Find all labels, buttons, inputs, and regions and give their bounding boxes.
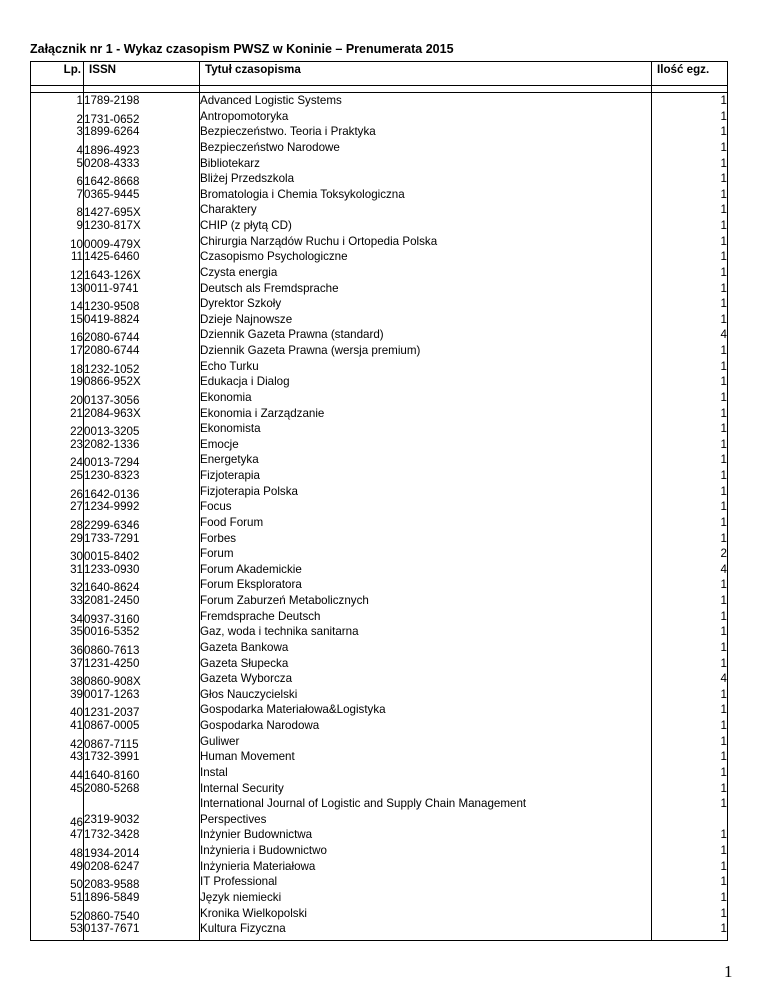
row-issn: 0860-7613 [84, 643, 140, 657]
row-issn: 1896-4923 [84, 143, 140, 157]
row-number: 7 [76, 187, 83, 201]
row-number: 22 [70, 425, 83, 439]
row-number: 34 [70, 612, 83, 626]
row-quantity: 1 [720, 297, 727, 311]
row-issn: 1732-3428 [84, 828, 140, 842]
row-number: 36 [70, 643, 83, 657]
row-quantity: 1 [720, 734, 727, 748]
row-title: Ekonomia [200, 390, 252, 404]
row-issn: 0866-952X [84, 375, 141, 389]
row-title: Bezpieczeństwo. Teoria i Praktyka [200, 125, 376, 139]
row-quantity: 1 [720, 875, 727, 889]
row-number: 21 [70, 406, 83, 420]
row-title: Kultura Fizyczna [200, 922, 286, 936]
row-number: 18 [70, 362, 83, 376]
row-issn: 2080-6744 [84, 344, 140, 357]
row-title: Bromatologia i Chemia Toksykologiczna [200, 187, 405, 201]
row-title: Czysta energia [200, 265, 278, 279]
row-number: 15 [70, 312, 83, 326]
row-title: Fizjoterapia [200, 469, 260, 482]
row-issn: 1733-7291 [84, 531, 140, 545]
row-quantity: 1 [720, 500, 727, 514]
row-issn: 0860-7540 [84, 909, 140, 923]
row-title-continued: Perspectives [200, 812, 267, 826]
document-title: Załącznik nr 1 - Wykaz czasopism PWSZ w Koninie – Prenumerata 2015 [30, 42, 454, 56]
row-quantity: 4 [720, 562, 727, 576]
row-issn: 1640-8160 [84, 768, 140, 782]
row-issn: 2299-6346 [84, 518, 140, 532]
row-title: Echo Turku [200, 359, 259, 373]
row-number: 29 [70, 531, 83, 545]
row-issn: 1232-1052 [84, 362, 140, 376]
row-quantity: 1 [720, 422, 727, 436]
row-number: 51 [70, 890, 83, 904]
row-issn: 1896-5849 [84, 890, 140, 904]
row-quantity: 1 [720, 109, 727, 123]
row-quantity: 1 [720, 219, 727, 232]
row-title: Advanced Logistic Systems [200, 94, 342, 107]
row-title: Internal Security [200, 781, 284, 795]
row-title: Guliwer [200, 734, 240, 748]
header-quantity: Ilość egz. [652, 62, 728, 86]
row-number: 48 [70, 847, 83, 860]
row-quantity: 1 [720, 656, 727, 670]
row-title: Gazeta Wyborcza [200, 672, 293, 686]
row-issn: 1234-9992 [84, 500, 140, 514]
row-quantity: 1 [720, 234, 727, 248]
row-title: Inżynier Budownictwa [200, 828, 313, 842]
row-quantity: 1 [720, 844, 727, 857]
row-title: Food Forum [200, 515, 264, 529]
row-title: International Journal of Logistic and Supply Chain Management [200, 797, 527, 811]
row-title: Czasopismo Psychologiczne [200, 250, 348, 264]
row-quantity: 1 [720, 750, 727, 764]
row-title: Forum Akademickie [200, 562, 302, 576]
row-quantity: 1 [720, 187, 727, 201]
row-quantity: 1 [720, 859, 727, 873]
row-quantity: 1 [720, 687, 727, 701]
row-quantity: 4 [720, 672, 727, 686]
row-quantity: 1 [720, 515, 727, 529]
header-title: Tytuł czasopisma [200, 62, 652, 86]
row-number: 33 [70, 594, 83, 607]
row-number: 16 [70, 331, 83, 345]
row-title: Dziennik Gazeta Prawna (wersja premium) [200, 344, 421, 357]
row-number: 46 [70, 815, 83, 829]
row-quantity: 1 [720, 922, 727, 936]
row-issn: 2084-963X [84, 406, 141, 420]
row-quantity: 1 [720, 797, 727, 811]
row-quantity: 1 [720, 344, 727, 357]
row-title: Antropomotoryka [200, 109, 289, 123]
row-issn: 0013-3205 [84, 425, 140, 439]
row-quantity: 1 [720, 531, 727, 545]
row-issn: 0365-9445 [84, 187, 140, 201]
row-title: Ekonomista [200, 422, 261, 436]
row-quantity: 1 [720, 156, 727, 170]
row-issn: 1643-126X [84, 268, 141, 282]
row-number: 39 [70, 687, 83, 701]
row-number: 28 [70, 518, 83, 532]
row-title: Gazeta Bankowa [200, 640, 289, 654]
quantity-column [652, 93, 728, 941]
row-title: Forum Eksploratora [200, 578, 302, 592]
row-title: Głos Nauczycielski [200, 687, 298, 701]
row-title: Instal [200, 765, 228, 779]
row-issn: 0015-8402 [84, 550, 140, 564]
row-number: 3 [76, 125, 83, 139]
row-number-spacer [31, 796, 83, 812]
table-body-row [31, 93, 728, 941]
row-issn: 1731-0652 [84, 112, 140, 126]
row-title: Human Movement [200, 750, 295, 764]
row-title: Kronika Wielkopolski [200, 906, 307, 920]
row-issn: 0419-8824 [84, 312, 140, 326]
row-number: 1 [76, 94, 83, 107]
row-number: 37 [70, 656, 83, 670]
row-issn: 1233-0930 [84, 562, 140, 576]
row-number: 10 [70, 237, 83, 251]
row-number: 47 [70, 828, 83, 842]
row-issn: 0016-5352 [84, 625, 140, 639]
row-title: Energetyka [200, 453, 259, 467]
row-issn: 1732-3991 [84, 750, 140, 764]
row-quantity: 1 [720, 594, 727, 607]
row-quantity: 1 [720, 140, 727, 154]
row-title: Chirurgia Narządów Ruchu i Ortopedia Polska [200, 234, 438, 248]
row-title: Gazeta Słupecka [200, 656, 289, 670]
row-issn: 1427-695X [84, 206, 141, 220]
row-issn: 1230-8323 [84, 469, 140, 482]
row-title: Dyrektor Szkoły [200, 297, 282, 311]
row-number: 27 [70, 500, 83, 514]
row-issn: 0937-3160 [84, 612, 140, 626]
row-quantity: 1 [720, 828, 727, 842]
row-quantity: 1 [720, 203, 727, 217]
row-quantity: 1 [720, 281, 727, 295]
row-quantity: 1 [720, 640, 727, 654]
row-issn: 1640-8624 [84, 581, 140, 595]
row-title: Focus [200, 500, 232, 514]
row-number: 49 [70, 859, 83, 873]
row-issn-spacer [84, 796, 199, 812]
row-quantity: 1 [720, 578, 727, 592]
row-number: 40 [70, 706, 83, 720]
row-issn: 0208-4333 [84, 156, 140, 170]
row-quantity: 1 [720, 406, 727, 420]
row-issn: 2080-5268 [84, 781, 140, 795]
row-number: 17 [70, 344, 83, 357]
row-issn: 0137-3056 [84, 393, 140, 407]
row-title: Deutsch als Fremdsprache [200, 281, 339, 295]
row-title: Gospodarka Narodowa [200, 719, 320, 732]
row-issn: 1230-817X [84, 219, 141, 232]
row-title: CHIP (z płytą CD) [200, 219, 292, 232]
row-number: 26 [70, 487, 83, 501]
row-quantity: 1 [720, 94, 727, 107]
row-quantity: 1 [720, 453, 727, 467]
row-quantity: 1 [720, 890, 727, 904]
row-quantity: 1 [720, 359, 727, 373]
row-quantity: 2 [720, 547, 727, 561]
row-number: 14 [70, 300, 83, 314]
row-number: 45 [70, 781, 83, 795]
row-quantity: 1 [720, 484, 727, 498]
row-title: Forbes [200, 531, 237, 545]
row-title: Język niemiecki [200, 890, 282, 904]
header-lp: Lp. [31, 62, 84, 86]
row-issn: 0137-7671 [84, 922, 140, 936]
row-issn: 0013-7294 [84, 456, 140, 470]
row-number: 19 [70, 375, 83, 389]
row-title: Bliżej Przedszkola [200, 172, 295, 186]
row-issn: 0208-6247 [84, 859, 140, 873]
row-title: Charaktery [200, 203, 257, 217]
row-number: 8 [76, 206, 83, 220]
row-number: 6 [76, 175, 83, 189]
row-title: Gospodarka Materiałowa&Logistyka [200, 703, 386, 717]
row-quantity: 1 [720, 390, 727, 404]
row-quantity: 4 [720, 328, 727, 342]
row-issn: 2082-1336 [84, 437, 140, 451]
row-quantity: 1 [720, 375, 727, 389]
row-quantity: 1 [720, 719, 727, 732]
row-number: 41 [70, 719, 83, 732]
row-quantity: 1 [720, 437, 727, 451]
issn-column [84, 93, 200, 941]
row-number: 13 [70, 281, 83, 295]
row-title: Inżynieria Materiałowa [200, 859, 316, 873]
row-issn: 2081-2450 [84, 594, 140, 607]
row-title: Dzieje Najnowsze [200, 312, 293, 326]
row-quantity: 1 [720, 765, 727, 779]
table-spacer-row [31, 86, 728, 93]
row-number: 52 [70, 909, 83, 923]
row-issn: 2083-9588 [84, 878, 140, 892]
lp-column [31, 93, 84, 941]
row-title: Bezpieczeństwo Narodowe [200, 140, 340, 154]
row-number: 5 [76, 156, 83, 170]
row-quantity: 1 [720, 265, 727, 279]
row-issn: 0009-479X [84, 237, 141, 251]
row-number: 9 [76, 219, 83, 232]
row-quantity: 1 [720, 125, 727, 139]
row-issn: 0867-0005 [84, 719, 140, 732]
row-issn: 1934-2014 [84, 847, 140, 860]
row-number: 2 [76, 112, 83, 126]
row-title: IT Professional [200, 875, 278, 889]
title-column [200, 93, 652, 941]
row-issn: 1642-0136 [84, 487, 140, 501]
row-quantity: 1 [720, 625, 727, 639]
row-number: 30 [70, 550, 83, 564]
table-header-row [31, 62, 728, 86]
row-number: 20 [70, 393, 83, 407]
row-issn: 1642-8668 [84, 175, 140, 189]
row-title: Dziennik Gazeta Prawna (standard) [200, 328, 384, 342]
row-quantity: 1 [720, 781, 727, 795]
row-number: 4 [76, 143, 83, 157]
row-issn: 0017-1263 [84, 687, 140, 701]
row-quantity-spacer [652, 812, 727, 828]
row-number: 50 [70, 878, 83, 892]
row-issn: 1425-6460 [84, 250, 140, 264]
row-number: 25 [70, 469, 83, 482]
periodicals-table [30, 61, 728, 941]
row-quantity: 1 [720, 172, 727, 186]
row-title: Fremdsprache Deutsch [200, 609, 321, 623]
row-number: 12 [70, 268, 83, 282]
row-number: 42 [70, 737, 83, 751]
row-issn: 1231-2037 [84, 706, 140, 720]
row-number: 32 [70, 581, 83, 595]
row-title: Inżynieria i Budownictwo [200, 844, 327, 857]
row-number: 43 [70, 750, 83, 764]
row-issn: 0867-7115 [84, 737, 139, 751]
row-number: 11 [70, 250, 83, 264]
page-number: 1 [724, 962, 733, 981]
row-title: Ekonomia i Zarządzanie [200, 406, 325, 420]
row-issn: 0011-9741 [84, 281, 139, 295]
row-issn: 1231-4250 [84, 656, 140, 670]
row-quantity: 1 [720, 609, 727, 623]
row-quantity: 1 [720, 906, 727, 920]
row-issn: 0860-908X [84, 675, 141, 689]
row-number: 35 [70, 625, 83, 639]
row-issn: 1230-9508 [84, 300, 140, 314]
row-issn: 1789-2198 [84, 94, 140, 107]
header-issn: ISSN [84, 62, 200, 86]
row-quantity: 1 [720, 703, 727, 717]
row-issn: 2080-6744 [84, 331, 140, 345]
row-number: 53 [70, 922, 83, 936]
row-title: Fizjoterapia Polska [200, 484, 298, 498]
row-number: 38 [70, 675, 83, 689]
row-title: Emocje [200, 437, 239, 451]
row-title: Forum Zaburzeń Metabolicznych [200, 594, 369, 607]
row-issn: 2319-9032 [84, 812, 140, 826]
row-number: 24 [70, 456, 83, 470]
row-quantity: 1 [720, 469, 727, 482]
row-number: 31 [70, 562, 83, 576]
row-quantity: 1 [720, 250, 727, 264]
row-title: Gaz, woda i technika sanitarna [200, 625, 359, 639]
row-number: 23 [70, 437, 83, 451]
row-title: Bibliotekarz [200, 156, 260, 170]
row-issn: 1899-6264 [84, 125, 140, 139]
row-title: Edukacja i Dialog [200, 375, 290, 389]
row-quantity: 1 [720, 312, 727, 326]
row-title: Forum [200, 547, 234, 561]
row-number: 44 [70, 768, 83, 782]
